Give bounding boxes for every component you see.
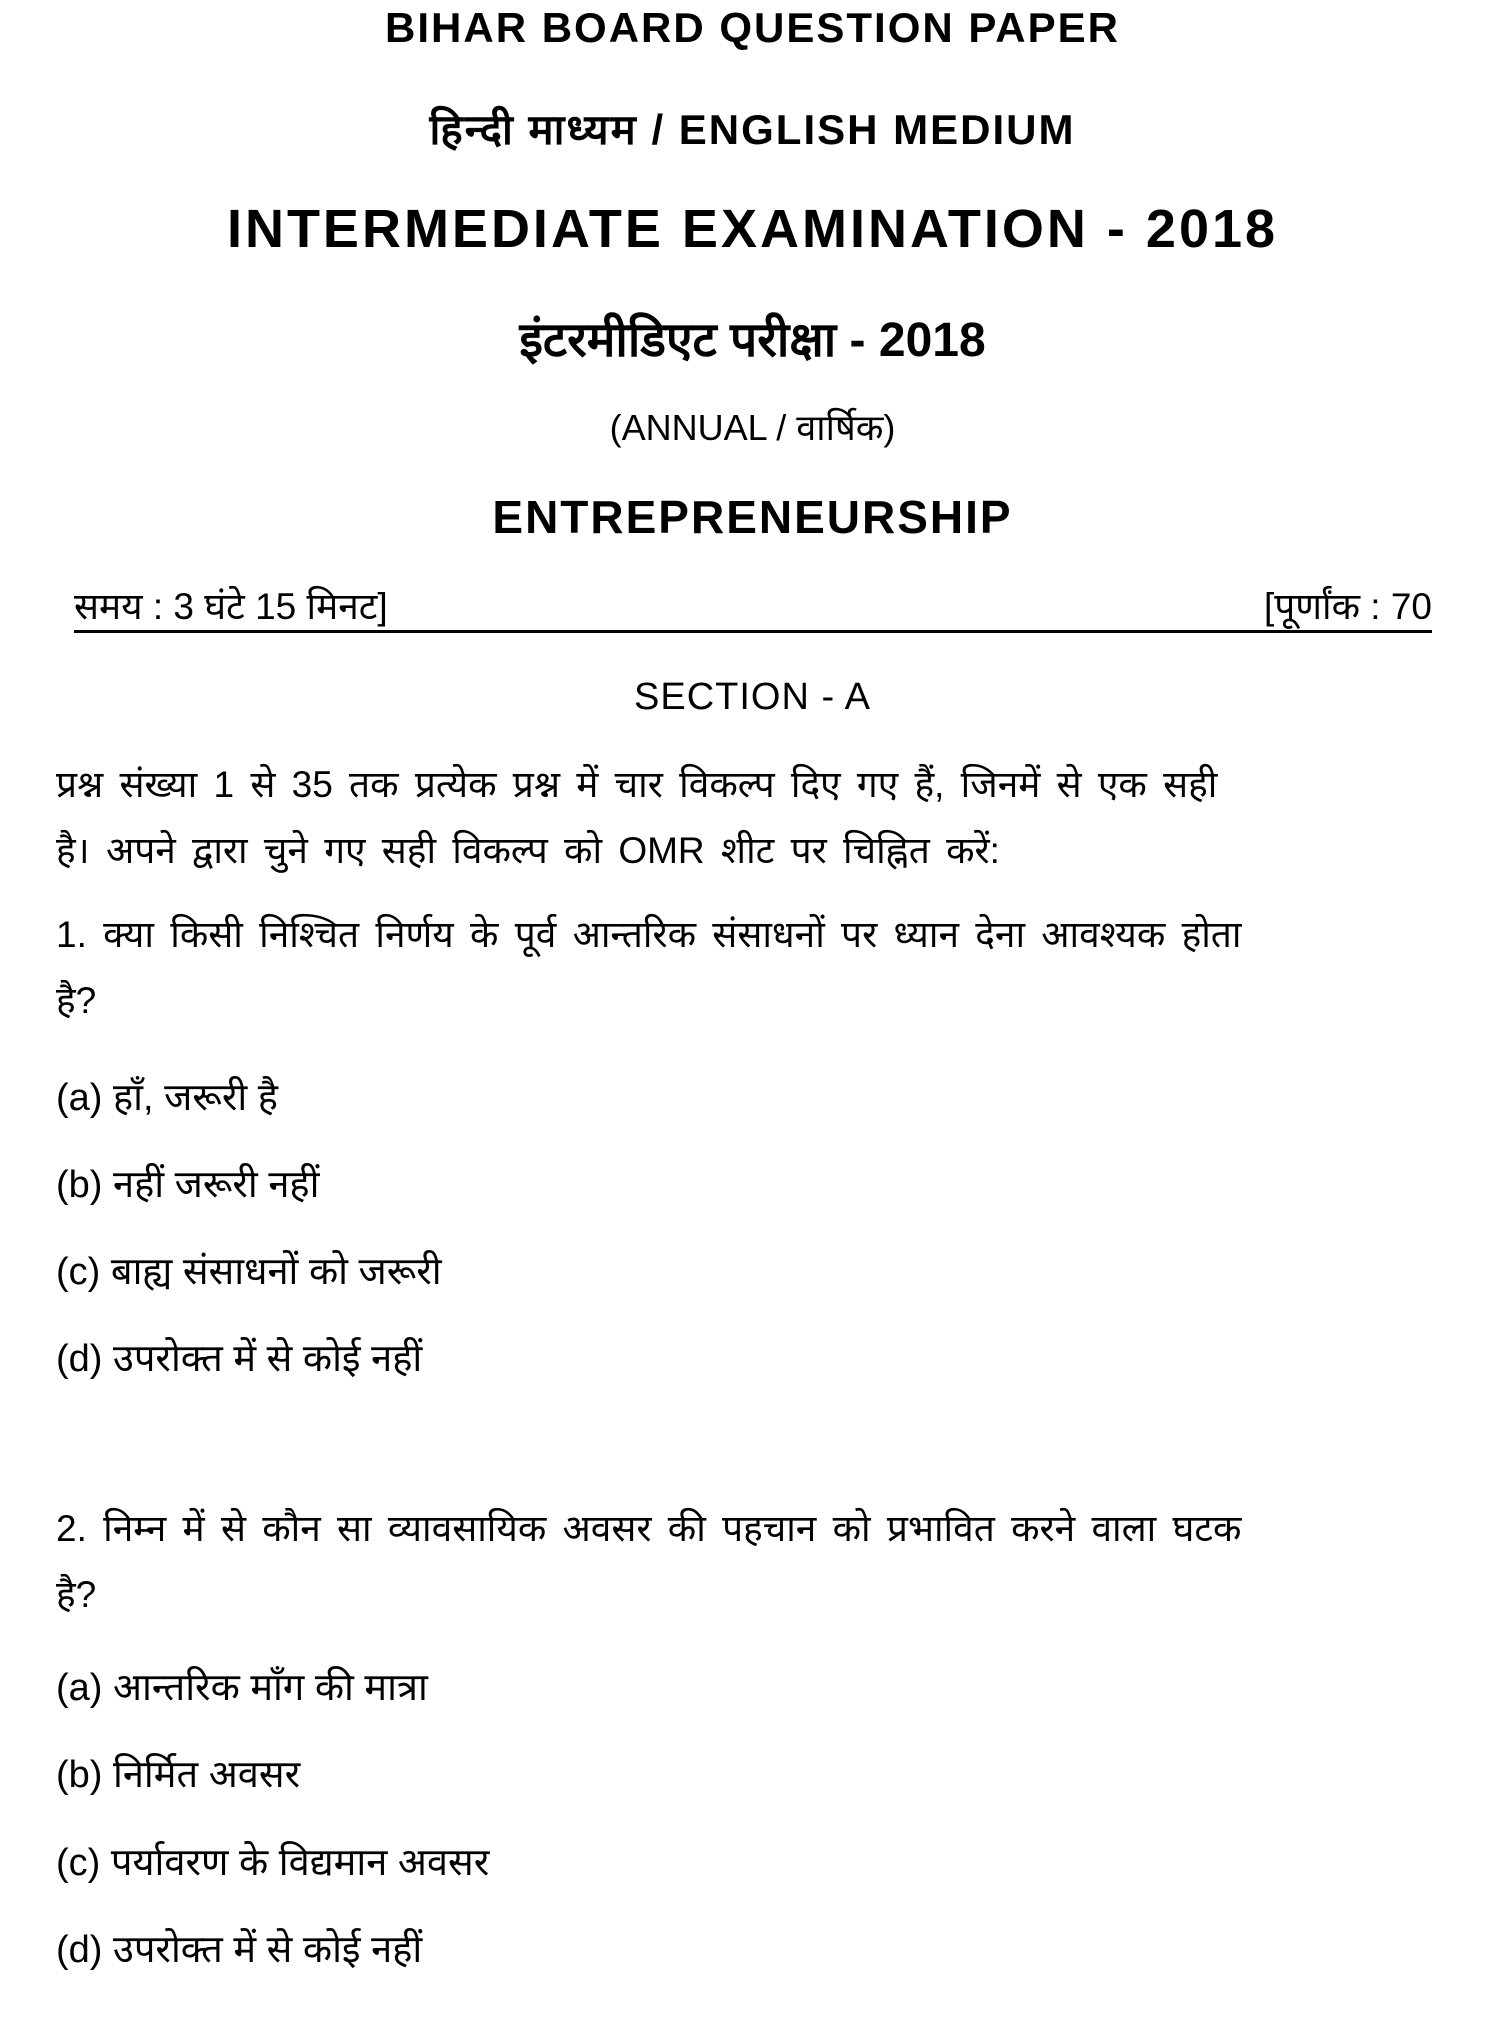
option-d: (d) उपरोक्त में से कोई नहीं (56, 1338, 423, 1380)
subject-title: ENTREPRENEURSHIP (492, 491, 1013, 543)
option-b: (b) नहीं जरूरी नहीं (56, 1164, 320, 1206)
option-c: (c) बाह्य संसाधनों को जरूरी (56, 1251, 442, 1293)
option-d: (d) उपरोक्त में से कोई नहीं (56, 1929, 423, 1971)
instructions-line-2: है। अपने द्वारा चुने गए सही विकल्प को OMR शीट पर चिह्नित करें: (56, 830, 1000, 871)
time-marks-row (74, 586, 1432, 633)
instructions-line-1: प्रश्न संख्या 1 से 35 तक प्रत्येक प्रश्न में चार विकल्प दिए गए हैं, जिनमें से एक सही (56, 764, 1218, 805)
medium-title: हिन्दी माध्यम / ENGLISH MEDIUM (429, 106, 1076, 153)
question-text-cont: है? (56, 980, 97, 1021)
option-b: (b) निर्मित अवसर (56, 1754, 301, 1796)
question-text-cont: है? (56, 1574, 97, 1615)
option-a: (a) हाँ, जरूरी है (56, 1077, 278, 1119)
time-allowed: समय : 3 घंटे 15 मिनट] (74, 586, 388, 627)
question-text: 1. क्या किसी निश्चित निर्णय के पूर्व आन्तरिक संसाधनों पर ध्यान देना आवश्यक होता (56, 914, 1242, 955)
option-a: (a) आन्तरिक माँग की मात्रा (56, 1667, 428, 1709)
exam-title-english: INTERMEDIATE EXAMINATION - 2018 (226, 199, 1279, 259)
board-title: BIHAR BOARD QUESTION PAPER (385, 4, 1120, 51)
question-text: 2. निम्न में से कौन सा व्यावसायिक अवसर की पहचान को प्रभावित करने वाला घटक (56, 1508, 1242, 1549)
option-c: (c) पर्यावरण के विद्यमान अवसर (56, 1842, 490, 1884)
full-marks: [पूर्णांक : 70 (1263, 586, 1432, 627)
section-title: SECTION - A (634, 676, 871, 718)
session-label: (ANNUAL / वार्षिक) (609, 407, 896, 448)
exam-title-hindi: इंटरमीडिएट परीक्षा - 2018 (519, 314, 986, 367)
